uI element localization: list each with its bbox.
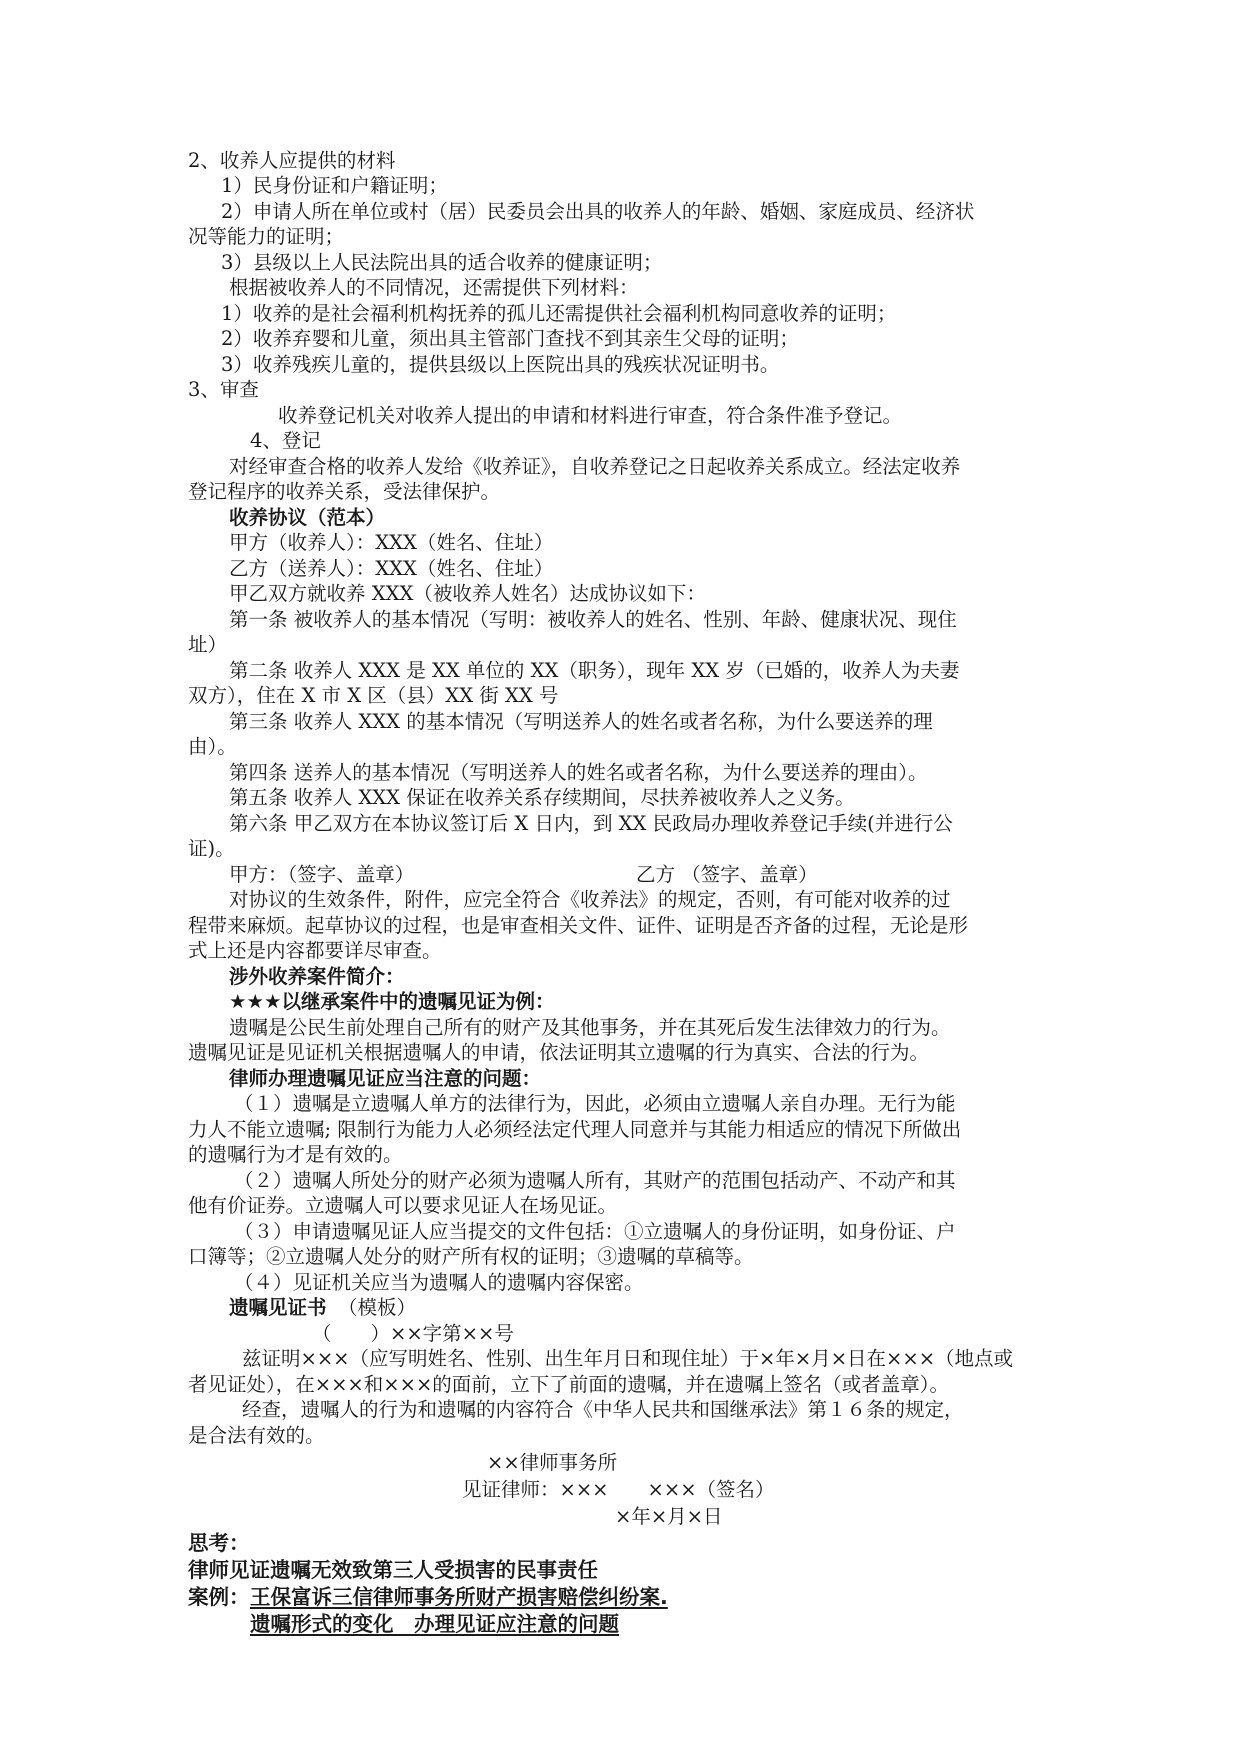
signature-party-a: 甲方：（签字、盖章） [229, 863, 415, 886]
text-line: 经查，遗嘱人的行为和遗嘱的内容符合《中华人民共和国继承法》第１６条的规定， [242, 1398, 964, 1421]
document-number: （ ）××字第××号 [312, 1322, 514, 1345]
text-line: 双方），住在 X 市 X 区（县）XX 街 XX 号 [188, 684, 559, 707]
section-heading: 2、收养人应提供的材料 [188, 149, 396, 172]
list-item: 3）收养残疾儿童的，提供县级以上医院出具的残疾状况证明书。 [221, 353, 780, 376]
template-title: 遗嘱见证书 [229, 1296, 327, 1319]
text-line: 遗嘱见证是见证机关根据遗嘱人的申请，依法证明其立遗嘱的行为真实、合法的行为。 [188, 1041, 930, 1064]
text-line: 第三条 收养人 XXX 的基本情况（写明送养人的姓名或者名称，为什么要送养的理 [229, 710, 933, 733]
bold-heading: ★★★以继承案件中的遗嘱见证为例： [229, 990, 555, 1013]
case-title: 王保富诉三信律师事务所财产损害赔偿纠纷案. [250, 1585, 668, 1609]
bold-heading: 律师见证遗嘱无效致第三人受损害的民事责任 [188, 1558, 598, 1582]
text-line: 第五条 收养人 XXX 保证在收养关系存续期间，尽扶养被收养人之义务。 [229, 786, 855, 809]
text-line: 他有价证券。立遗嘱人可以要求见证人在场见证。 [188, 1194, 618, 1217]
text-line: 力人不能立遗嘱; 限制行为能力人必须经法定代理人同意并与其能力相适应的情况下所做出 [188, 1118, 962, 1141]
list-item: 1）民身份证和户籍证明； [221, 174, 448, 197]
bold-heading: 律师办理遗嘱见证应当注意的问题： [229, 1067, 542, 1090]
text-line: （４）见证机关应当为遗嘱人的遗嘱内容保密。 [234, 1271, 644, 1294]
list-item: 1）收养的是社会福利机构抚养的孤儿还需提供社会福利机构同意收养的证明； [221, 302, 897, 325]
text-line: （１）遗嘱是立遗嘱人单方的法律行为，因此，必须由立遗嘱人亲自办理。无行为能 [234, 1092, 956, 1115]
witness-signature: 见证律师：××× ×××（签名） [462, 1478, 775, 1501]
bold-heading: 思考： [188, 1531, 250, 1555]
text-line: 兹证明×××（应写明姓名、性别、出生年月日和现住址）于×年×月×日在×××（地点或 [242, 1347, 1014, 1370]
list-item: 2）申请人所在单位或村（居）民委员会出具的收养人的年龄、婚姻、家庭成员、经济状 [221, 200, 975, 223]
case-label: 案例： [188, 1585, 250, 1609]
text-line: 乙方（送养人）：XXX（姓名、住址） [229, 557, 554, 580]
text-line: 第四条 送养人的基本情况（写明送养人的姓名或者名称，为什么要送养的理由）。 [229, 761, 928, 784]
case-subtitle: 遗嘱形式的变化 办理见证应注意的问题 [250, 1612, 619, 1636]
text-line: 式上还是内容都要详尽审查。 [188, 939, 442, 962]
text-line: 遗嘱是公民生前处理自己所有的财产及其他事务，并在其死后发生法律效力的行为。 [229, 1016, 951, 1039]
text-line: 登记程序的收养关系，受法律保护。 [188, 480, 501, 503]
text-line: 由）。 [188, 735, 237, 758]
list-item: 2）收养弃婴和儿童，须出具主管部门查找不到其亲生父母的证明； [221, 327, 799, 350]
text-line: 口簿等；②立遗嘱人处分的财产所有权的证明；③遗嘱的草稿等。 [188, 1245, 754, 1268]
law-firm-name: ××律师事务所 [487, 1451, 618, 1474]
text-line: 是合法有效的。 [188, 1424, 325, 1447]
text-line: 收养登记机关对收养人提出的申请和材料进行审查，符合条件准予登记。 [278, 404, 903, 427]
section-heading: 4、登记 [250, 429, 321, 452]
signature-party-b: 乙方 （签字、盖章） [636, 863, 818, 886]
text-line: 的遗嘱行为才是有效的。 [188, 1143, 403, 1166]
text-line: （２）遗嘱人所处分的财产必须为遗嘱人所有，其财产的范围包括动产、不动产和其 [234, 1169, 956, 1192]
template-note: （模板） [338, 1296, 417, 1319]
text-line: 对经审查合格的收养人发给《收养证》，自收养登记之日起收养关系成立。经法定收养 [229, 455, 961, 478]
text-line: 对协议的生效条件，附件，应完全符合《收养法》的规定，否则，有可能对收养的过 [229, 888, 951, 911]
list-item: 3）县级以上人民法院出具的适合收养的健康证明； [221, 251, 663, 274]
text-line: 况等能力的证明； [188, 225, 345, 248]
text-line: 根据被收养人的不同情况，还需提供下列材料： [229, 276, 639, 299]
text-line: 甲乙双方就收养 XXX（被收养人姓名）达成协议如下： [229, 582, 706, 605]
text-line: 甲方（收养人）：XXX（姓名、住址） [229, 531, 554, 554]
text-line: 程带来麻烦。起草协议的过程，也是审查相关文件、证件、证明是否齐备的过程，无论是形 [188, 914, 969, 937]
text-line: 第一条 被收养人的基本情况（写明：被收养人的姓名、性别、年龄、健康状况、现住 [229, 608, 957, 631]
text-line: 者见证处），在×××和×××的面前，立下了前面的遗嘱，并在遗嘱上签名（或者盖章）。 [188, 1373, 950, 1396]
text-line: （３）申请遗嘱见证人应当提交的文件包括：①立遗嘱人的身份证明，如身份证、户 [234, 1220, 956, 1243]
agreement-title: 收养协议（范本） [229, 506, 386, 529]
text-line: 第二条 收养人 XXX 是 XX 单位的 XX（职务），现年 XX 岁（已婚的，收养人为夫妻 [229, 659, 960, 682]
date-line: ×年×月×日 [615, 1505, 723, 1528]
text-line: 址） [188, 633, 228, 656]
text-line: 证)。 [188, 837, 235, 860]
section-heading: 3、审查 [188, 378, 259, 401]
bold-heading: 涉外收养案件简介： [229, 965, 405, 988]
text-line: 第六条 甲乙双方在本协议签订后 X 日内，到 XX 民政局办理收养登记手续(并进行公 [229, 812, 953, 835]
